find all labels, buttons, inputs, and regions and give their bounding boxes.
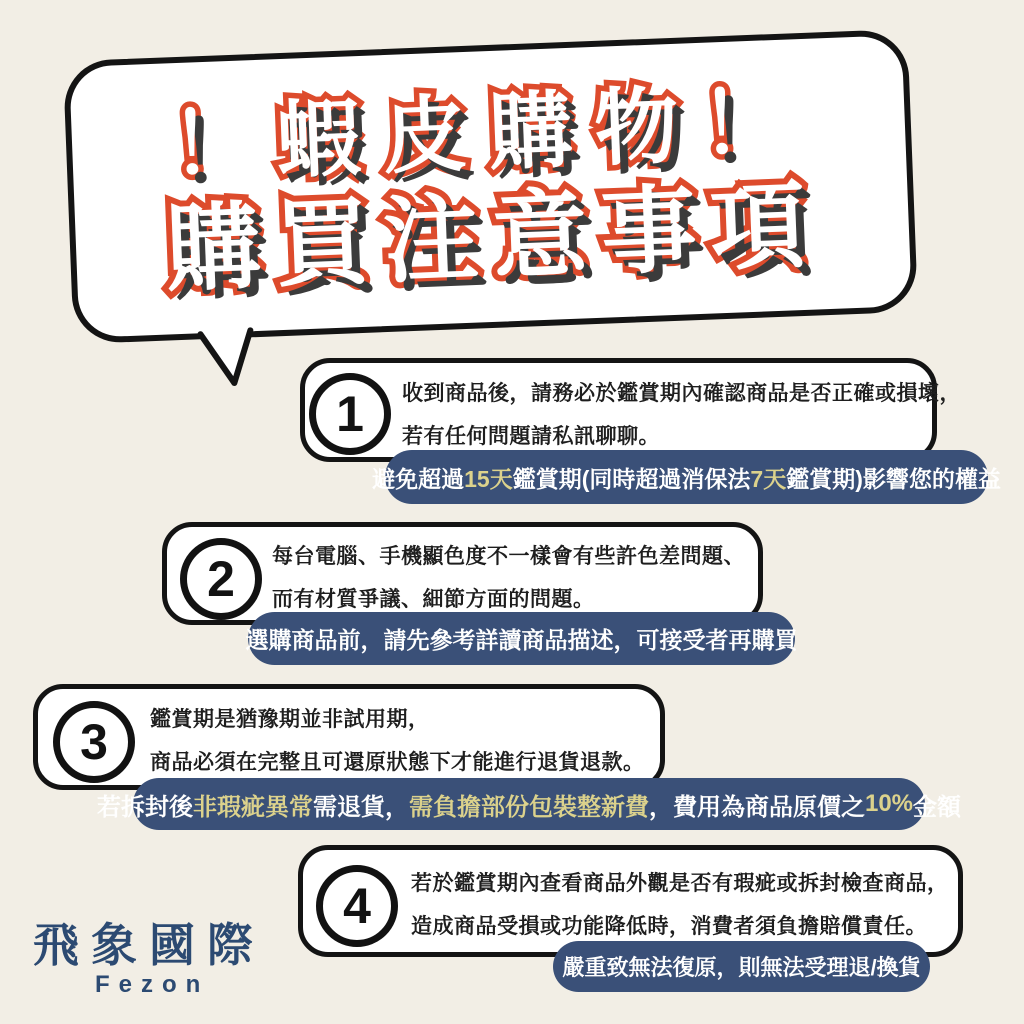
brand-logo	[33, 920, 265, 999]
section-2-card	[162, 522, 763, 625]
note-segment: ，費用為商品原價之	[648, 793, 865, 821]
section-3-note	[96, 778, 962, 830]
section-2-number-badge	[180, 538, 262, 620]
poster-title	[63, 29, 918, 344]
note-segment: 鑑賞期(同時超過消保法	[512, 465, 751, 492]
section-3-number-badge	[53, 701, 135, 783]
title-line-1: ！蝦皮購物！	[168, 73, 809, 193]
section-4-text	[411, 862, 949, 948]
section-2-number: 2	[207, 551, 235, 607]
title-line-2: 購買注意事項	[163, 172, 822, 304]
note-segment: 嚴重致無法復原，則無法受理退/換貨	[562, 955, 921, 980]
section-4-line-1: 若於鑑賞期內查看商品外觀是否有瑕疵或拆封檢查商品，	[411, 872, 949, 895]
section-1-line-2: 若有任何問題請私訊聊聊。	[402, 425, 660, 448]
section-3-number: 3	[80, 714, 108, 770]
section-4-number: 4	[343, 878, 371, 934]
note-segment-highlight: 10%	[864, 790, 914, 817]
title-speech-bubble	[63, 29, 918, 344]
section-1-note	[372, 450, 1001, 504]
note-segment: 需退貨，	[312, 793, 409, 821]
note-segment-highlight: 7天	[750, 465, 787, 492]
note-segment: 金額	[913, 793, 962, 821]
section-2-text	[272, 535, 745, 621]
section-4-note	[553, 941, 930, 992]
section-4-number-badge	[316, 865, 398, 947]
section-2-line-1: 每台電腦、手機顯色度不一樣會有些許色差問題、	[272, 545, 745, 568]
note-segment: 鑑賞期)影響您的權益	[786, 465, 1001, 492]
note-segment-highlight: 需負擔部份包裝整新費	[408, 793, 649, 821]
section-4-line-2: 造成商品受損或功能降低時，消費者須負擔賠償責任。	[411, 915, 927, 938]
note-segment: 避免超過	[372, 465, 465, 492]
note-segment: 選購商品前，請先參考詳讀商品描述，可接受者再購買	[245, 627, 798, 653]
section-2-line-2: 而有材質爭議、細節方面的問題。	[272, 588, 595, 611]
section-3-line-2: 商品必須在完整且可還原狀態下才能進行退貨退款。	[150, 751, 645, 774]
note-segment: 若拆封後	[96, 793, 193, 821]
section-1-text	[402, 372, 961, 458]
section-3-text	[150, 698, 645, 784]
section-1-line-1: 收到商品後，請務必於鑑賞期內確認商品是否正確或損壞，	[402, 382, 961, 405]
brand-name-english: Fezon	[95, 970, 210, 998]
note-segment-highlight: 15天	[464, 465, 513, 492]
note-segment-highlight: 非瑕疵異常	[192, 793, 313, 821]
brand-name-chinese: 飛象國際	[33, 919, 265, 971]
section-2-note	[245, 612, 798, 665]
section-1-number: 1	[336, 386, 364, 442]
section-3-line-1: 鑑賞期是猶豫期並非試用期，	[150, 708, 430, 731]
section-1-number-badge	[309, 373, 391, 455]
section-3-card	[33, 684, 665, 790]
section-1-card	[300, 358, 961, 462]
